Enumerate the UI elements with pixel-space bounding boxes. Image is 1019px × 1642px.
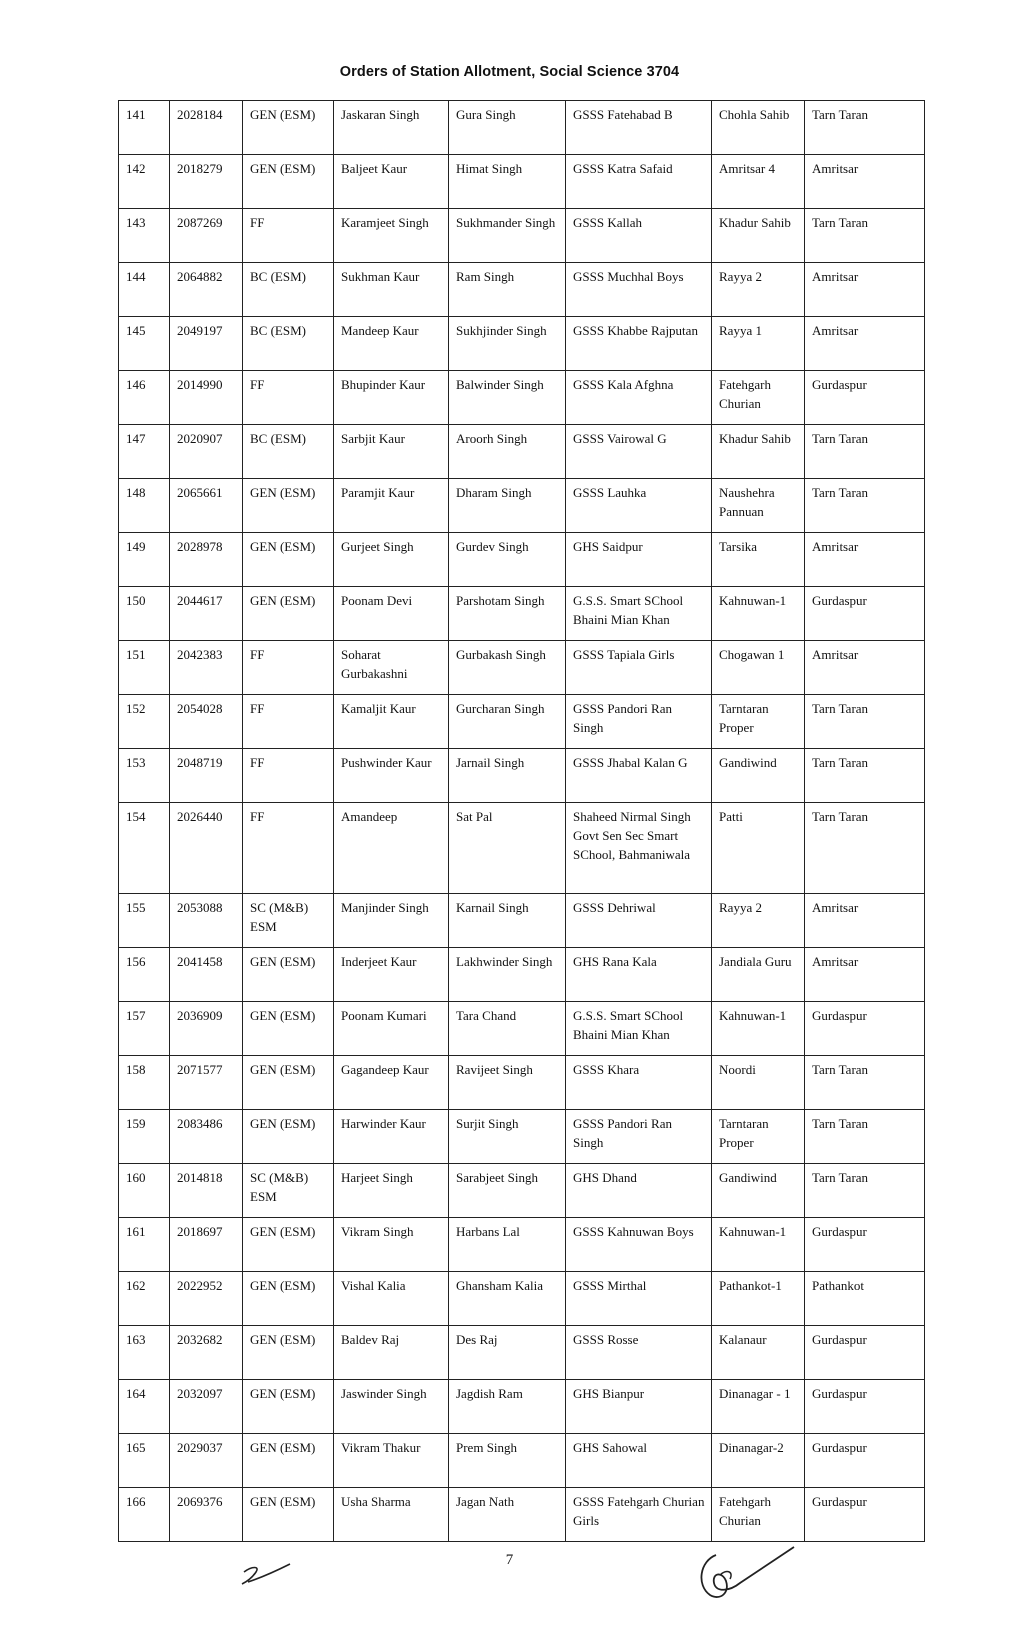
district-cell: Tarn Taran (805, 425, 925, 479)
father-name-cell: Sat Pal (449, 803, 566, 894)
serial-cell: 161 (119, 1218, 170, 1272)
serial-cell: 144 (119, 263, 170, 317)
district-cell: Gurdaspur (805, 1002, 925, 1056)
candidate-id-cell: 2036909 (170, 1002, 243, 1056)
father-name-cell: Gura Singh (449, 101, 566, 155)
school-cell: GSSS Kahnuwan Boys (566, 1218, 712, 1272)
district-cell: Tarn Taran (805, 1164, 925, 1218)
school-cell: GSSS Rosse (566, 1326, 712, 1380)
page-number: 7 (505, 1552, 514, 1568)
father-name-cell: Des Raj (449, 1326, 566, 1380)
block-cell: Dinanagar-2 (712, 1434, 805, 1488)
father-name-cell: Lakhwinder Singh (449, 948, 566, 1002)
block-cell: Rayya 1 (712, 317, 805, 371)
initials-signature-icon (238, 1558, 298, 1588)
category-cell: GEN (ESM) (243, 533, 334, 587)
table-row (119, 587, 925, 641)
block-cell: Tarntaran Proper (712, 695, 805, 749)
candidate-id-cell: 2041458 (170, 948, 243, 1002)
serial-cell: 148 (119, 479, 170, 533)
district-cell: Amritsar (805, 948, 925, 1002)
candidate-id-cell: 2014990 (170, 371, 243, 425)
serial-cell: 163 (119, 1326, 170, 1380)
school-cell: GHS Dhand (566, 1164, 712, 1218)
father-name-cell: Sarabjeet Singh (449, 1164, 566, 1218)
block-cell: Kahnuwan-1 (712, 1002, 805, 1056)
candidate-name-cell: Gagandeep Kaur (334, 1056, 449, 1110)
block-cell: Noordi (712, 1056, 805, 1110)
candidate-id-cell: 2044617 (170, 587, 243, 641)
category-cell: GEN (ESM) (243, 1056, 334, 1110)
district-cell: Tarn Taran (805, 1110, 925, 1164)
school-cell: G.S.S. Smart SChool Bhaini Mian Khan (566, 587, 712, 641)
table-row (119, 425, 925, 479)
block-cell: Amritsar 4 (712, 155, 805, 209)
block-cell: Fatehgarh Churian (712, 371, 805, 425)
table-row (119, 1380, 925, 1434)
table-row (119, 1002, 925, 1056)
category-cell: GEN (ESM) (243, 1272, 334, 1326)
father-name-cell: Jarnail Singh (449, 749, 566, 803)
serial-cell: 151 (119, 641, 170, 695)
father-name-cell: Prem Singh (449, 1434, 566, 1488)
district-cell: Amritsar (805, 263, 925, 317)
serial-cell: 143 (119, 209, 170, 263)
district-cell: Gurdaspur (805, 1380, 925, 1434)
school-cell: GSSS Khara (566, 1056, 712, 1110)
serial-cell: 164 (119, 1380, 170, 1434)
category-cell: BC (ESM) (243, 263, 334, 317)
school-cell: GSSS Tapiala Girls (566, 641, 712, 695)
father-name-cell: Himat Singh (449, 155, 566, 209)
category-cell: FF (243, 641, 334, 695)
district-cell: Gurdaspur (805, 1488, 925, 1542)
district-cell: Amritsar (805, 533, 925, 587)
school-cell: GSSS Muchhal Boys (566, 263, 712, 317)
candidate-name-cell: Baljeet Kaur (334, 155, 449, 209)
block-cell: Kahnuwan-1 (712, 587, 805, 641)
category-cell: SC (M&B) ESM (243, 894, 334, 948)
serial-cell: 159 (119, 1110, 170, 1164)
candidate-name-cell: Baldev Raj (334, 1326, 449, 1380)
candidate-name-cell: Vikram Thakur (334, 1434, 449, 1488)
category-cell: FF (243, 209, 334, 263)
district-cell: Gurdaspur (805, 371, 925, 425)
candidate-name-cell: Usha Sharma (334, 1488, 449, 1542)
block-cell: Chohla Sahib (712, 101, 805, 155)
district-cell: Gurdaspur (805, 1218, 925, 1272)
table-body (119, 101, 925, 1542)
candidate-id-cell: 2020907 (170, 425, 243, 479)
candidate-id-cell: 2018697 (170, 1218, 243, 1272)
block-cell: Gandiwind (712, 749, 805, 803)
candidate-name-cell: Harwinder Kaur (334, 1110, 449, 1164)
table-row (119, 155, 925, 209)
candidate-name-cell: Sukhman Kaur (334, 263, 449, 317)
school-cell: GSSS Pandori Ran Singh (566, 695, 712, 749)
table-row (119, 948, 925, 1002)
district-cell: Pathankot (805, 1272, 925, 1326)
father-name-cell: Jagdish Ram (449, 1380, 566, 1434)
category-cell: GEN (ESM) (243, 479, 334, 533)
table-row (119, 641, 925, 695)
category-cell: GEN (ESM) (243, 948, 334, 1002)
father-name-cell: Sukhmander Singh (449, 209, 566, 263)
table-row (119, 1326, 925, 1380)
father-name-cell: Tara Chand (449, 1002, 566, 1056)
table-row (119, 533, 925, 587)
candidate-id-cell: 2026440 (170, 803, 243, 894)
school-cell: GSSS Lauhka (566, 479, 712, 533)
father-name-cell: Surjit Singh (449, 1110, 566, 1164)
district-cell: Tarn Taran (805, 695, 925, 749)
block-cell: Rayya 2 (712, 894, 805, 948)
serial-cell: 157 (119, 1002, 170, 1056)
school-cell: GSSS Katra Safaid (566, 155, 712, 209)
school-cell: GHS Bianpur (566, 1380, 712, 1434)
serial-cell: 155 (119, 894, 170, 948)
father-name-cell: Gurbakash Singh (449, 641, 566, 695)
table-row (119, 1056, 925, 1110)
candidate-id-cell: 2054028 (170, 695, 243, 749)
candidate-id-cell: 2042383 (170, 641, 243, 695)
serial-cell: 146 (119, 371, 170, 425)
school-cell: GSSS Mirthal (566, 1272, 712, 1326)
category-cell: FF (243, 803, 334, 894)
table-row (119, 1488, 925, 1542)
candidate-name-cell: Paramjit Kaur (334, 479, 449, 533)
school-cell: Shaheed Nirmal Singh Govt Sen Sec Smart SChool, Bahmaniwala (566, 803, 712, 894)
candidate-name-cell: Manjinder Singh (334, 894, 449, 948)
category-cell: GEN (ESM) (243, 587, 334, 641)
father-name-cell: Sukhjinder Singh (449, 317, 566, 371)
serial-cell: 162 (119, 1272, 170, 1326)
district-cell: Amritsar (805, 155, 925, 209)
table-row (119, 695, 925, 749)
father-name-cell: Ram Singh (449, 263, 566, 317)
category-cell: FF (243, 695, 334, 749)
school-cell: GHS Rana Kala (566, 948, 712, 1002)
father-name-cell: Ghansham Kalia (449, 1272, 566, 1326)
candidate-name-cell: Mandeep Kaur (334, 317, 449, 371)
candidate-name-cell: Gurjeet Singh (334, 533, 449, 587)
candidate-name-cell: Amandeep (334, 803, 449, 894)
father-name-cell: Ravijeet Singh (449, 1056, 566, 1110)
serial-cell: 152 (119, 695, 170, 749)
father-name-cell: Balwinder Singh (449, 371, 566, 425)
candidate-id-cell: 2018279 (170, 155, 243, 209)
serial-cell: 166 (119, 1488, 170, 1542)
candidate-id-cell: 2028978 (170, 533, 243, 587)
block-cell: Kalanaur (712, 1326, 805, 1380)
serial-cell: 156 (119, 948, 170, 1002)
district-cell: Tarn Taran (805, 209, 925, 263)
allotment-table (118, 100, 925, 1542)
serial-cell: 153 (119, 749, 170, 803)
district-cell: Tarn Taran (805, 749, 925, 803)
table-row (119, 1164, 925, 1218)
district-cell: Tarn Taran (805, 101, 925, 155)
school-cell: GSSS Vairowal G (566, 425, 712, 479)
candidate-id-cell: 2028184 (170, 101, 243, 155)
table-row (119, 101, 925, 155)
category-cell: BC (ESM) (243, 317, 334, 371)
table-row (119, 371, 925, 425)
candidate-id-cell: 2083486 (170, 1110, 243, 1164)
district-cell: Gurdaspur (805, 1326, 925, 1380)
candidate-id-cell: 2064882 (170, 263, 243, 317)
candidate-name-cell: Poonam Kumari (334, 1002, 449, 1056)
father-name-cell: Dharam Singh (449, 479, 566, 533)
candidate-id-cell: 2029037 (170, 1434, 243, 1488)
father-name-cell: Aroorh Singh (449, 425, 566, 479)
candidate-id-cell: 2032097 (170, 1380, 243, 1434)
category-cell: GEN (ESM) (243, 1218, 334, 1272)
block-cell: Gandiwind (712, 1164, 805, 1218)
candidate-name-cell: Soharat Gurbakashni (334, 641, 449, 695)
candidate-name-cell: Pushwinder Kaur (334, 749, 449, 803)
candidate-id-cell: 2032682 (170, 1326, 243, 1380)
father-name-cell: Parshotam Singh (449, 587, 566, 641)
school-cell: GSSS Dehriwal (566, 894, 712, 948)
block-cell: Pathankot-1 (712, 1272, 805, 1326)
candidate-name-cell: Vishal Kalia (334, 1272, 449, 1326)
serial-cell: 147 (119, 425, 170, 479)
table-row (119, 803, 925, 894)
category-cell: GEN (ESM) (243, 1380, 334, 1434)
block-cell: Rayya 2 (712, 263, 805, 317)
father-name-cell: Harbans Lal (449, 1218, 566, 1272)
table-row (119, 263, 925, 317)
category-cell: GEN (ESM) (243, 1488, 334, 1542)
serial-cell: 142 (119, 155, 170, 209)
serial-cell: 150 (119, 587, 170, 641)
table-row (119, 209, 925, 263)
block-cell: Dinanagar - 1 (712, 1380, 805, 1434)
block-cell: Tarsika (712, 533, 805, 587)
serial-cell: 160 (119, 1164, 170, 1218)
candidate-id-cell: 2069376 (170, 1488, 243, 1542)
school-cell: GSSS Fatehabad B (566, 101, 712, 155)
block-cell: Jandiala Guru (712, 948, 805, 1002)
candidate-name-cell: Sarbjit Kaur (334, 425, 449, 479)
school-cell: GHS Saidpur (566, 533, 712, 587)
table-row (119, 1110, 925, 1164)
candidate-id-cell: 2048719 (170, 749, 243, 803)
category-cell: GEN (ESM) (243, 1326, 334, 1380)
candidate-name-cell: Harjeet Singh (334, 1164, 449, 1218)
block-cell: Patti (712, 803, 805, 894)
candidate-id-cell: 2087269 (170, 209, 243, 263)
school-cell: GSSS Jhabal Kalan G (566, 749, 712, 803)
category-cell: GEN (ESM) (243, 101, 334, 155)
category-cell: FF (243, 749, 334, 803)
category-cell: BC (ESM) (243, 425, 334, 479)
serial-cell: 154 (119, 803, 170, 894)
school-cell: GSSS Pandori Ran Singh (566, 1110, 712, 1164)
signature-icon (690, 1535, 800, 1605)
candidate-id-cell: 2022952 (170, 1272, 243, 1326)
candidate-name-cell: Poonam Devi (334, 587, 449, 641)
district-cell: Amritsar (805, 894, 925, 948)
serial-cell: 141 (119, 101, 170, 155)
district-cell: Amritsar (805, 317, 925, 371)
father-name-cell: Gurdev Singh (449, 533, 566, 587)
table-row (119, 1218, 925, 1272)
school-cell: GSSS Fatehgarh Churian Girls (566, 1488, 712, 1542)
category-cell: GEN (ESM) (243, 1110, 334, 1164)
school-cell: GSSS Kala Afghna (566, 371, 712, 425)
serial-cell: 149 (119, 533, 170, 587)
candidate-name-cell: Jaswinder Singh (334, 1380, 449, 1434)
district-cell: Gurdaspur (805, 1434, 925, 1488)
table-row (119, 317, 925, 371)
category-cell: GEN (ESM) (243, 155, 334, 209)
candidate-id-cell: 2065661 (170, 479, 243, 533)
table-row (119, 894, 925, 948)
candidate-name-cell: Kamaljit Kaur (334, 695, 449, 749)
candidate-id-cell: 2053088 (170, 894, 243, 948)
category-cell: SC (M&B) ESM (243, 1164, 334, 1218)
table-row (119, 749, 925, 803)
candidate-name-cell: Vikram Singh (334, 1218, 449, 1272)
candidate-id-cell: 2049197 (170, 317, 243, 371)
candidate-name-cell: Jaskaran Singh (334, 101, 449, 155)
block-cell: Tarntaran Proper (712, 1110, 805, 1164)
district-cell: Tarn Taran (805, 479, 925, 533)
serial-cell: 145 (119, 317, 170, 371)
block-cell: Naushehra Pannuan (712, 479, 805, 533)
father-name-cell: Jagan Nath (449, 1488, 566, 1542)
district-cell: Tarn Taran (805, 1056, 925, 1110)
school-cell: GSSS Kallah (566, 209, 712, 263)
block-cell: Khadur Sahib (712, 209, 805, 263)
father-name-cell: Gurcharan Singh (449, 695, 566, 749)
table-row (119, 479, 925, 533)
page-title: Orders of Station Allotment, Social Science 3704 (339, 64, 680, 80)
block-cell: Khadur Sahib (712, 425, 805, 479)
category-cell: FF (243, 371, 334, 425)
candidate-id-cell: 2071577 (170, 1056, 243, 1110)
table-row (119, 1272, 925, 1326)
school-cell: GHS Sahowal (566, 1434, 712, 1488)
school-cell: GSSS Khabbe Rajputan (566, 317, 712, 371)
candidate-name-cell: Inderjeet Kaur (334, 948, 449, 1002)
candidate-id-cell: 2014818 (170, 1164, 243, 1218)
serial-cell: 165 (119, 1434, 170, 1488)
category-cell: GEN (ESM) (243, 1434, 334, 1488)
district-cell: Tarn Taran (805, 803, 925, 894)
district-cell: Amritsar (805, 641, 925, 695)
district-cell: Gurdaspur (805, 587, 925, 641)
father-name-cell: Karnail Singh (449, 894, 566, 948)
table-row (119, 1434, 925, 1488)
candidate-name-cell: Karamjeet Singh (334, 209, 449, 263)
serial-cell: 158 (119, 1056, 170, 1110)
candidate-name-cell: Bhupinder Kaur (334, 371, 449, 425)
block-cell: Fatehgarh Churian (712, 1488, 805, 1542)
school-cell: G.S.S. Smart SChool Bhaini Mian Khan (566, 1002, 712, 1056)
category-cell: GEN (ESM) (243, 1002, 334, 1056)
block-cell: Chogawan 1 (712, 641, 805, 695)
block-cell: Kahnuwan-1 (712, 1218, 805, 1272)
